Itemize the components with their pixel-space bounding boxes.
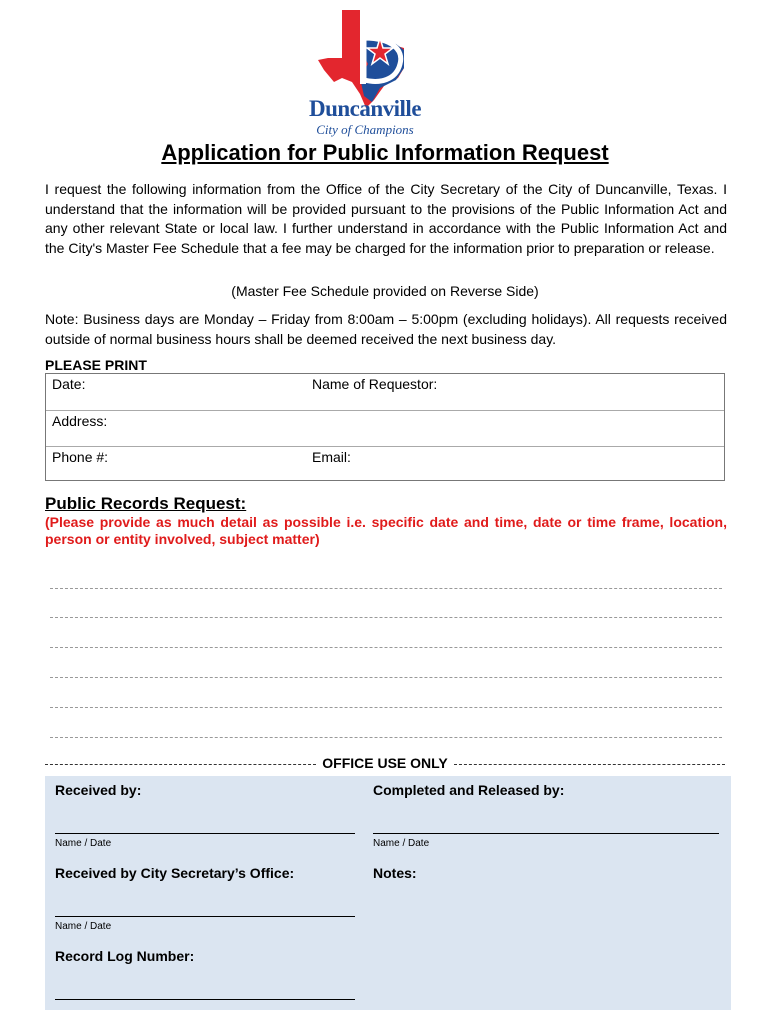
request-detail-line[interactable] [50, 737, 722, 738]
name-date-caption: Name / Date [373, 838, 430, 849]
received-by-signature-line[interactable] [55, 833, 355, 834]
received-city-secretary-label: Received by City Secretary’s Office: [55, 865, 295, 881]
completed-released-label: Completed and Released by: [373, 782, 565, 798]
date-field[interactable]: Date: [52, 376, 86, 392]
office-use-heading: OFFICE USE ONLY [322, 755, 448, 771]
request-detail-line[interactable] [50, 647, 722, 648]
fee-schedule-note: (Master Fee Schedule provided on Reverse Side) [231, 283, 539, 299]
record-log-line[interactable] [55, 999, 355, 1000]
name-date-caption: Name / Date [55, 921, 112, 932]
form-divider [46, 410, 724, 411]
name-date-caption: Name / Date [55, 838, 112, 849]
received-by-label: Received by: [55, 782, 142, 798]
intro-paragraph: I request the following information from the Office of the City Secretary of the City of Duncanville, Texas. I understand that the information will be provided pursuant to the provisions of the Public Information Act and any other relevant State or local law. I further understand in accordance with the Public Information Act and the City's Master Fee Schedule that a fee may be charged for the information prior to preparation or release. [45, 181, 727, 256]
phone-field[interactable]: Phone #: [52, 449, 109, 465]
completed-signature-line[interactable] [373, 833, 719, 834]
city-name: Duncanville [308, 96, 422, 121]
public-records-request-title: Public Records Request: [45, 494, 247, 513]
public-records-instruction: (Please provide as much detail as possible i.e. specific date and time, date or time frame, location, person or entity involved, subject matter) [45, 514, 727, 547]
office-use-divider [45, 755, 725, 771]
please-print-label: PLEASE PRINT [45, 357, 147, 373]
record-log-label: Record Log Number: [55, 948, 195, 964]
request-detail-line[interactable] [50, 707, 722, 708]
notes-label: Notes: [373, 865, 417, 881]
city-tagline: City of Champions [316, 122, 414, 137]
requestor-name-field[interactable]: Name of Requestor: [312, 376, 438, 392]
requestor-info-form [45, 373, 725, 481]
address-field[interactable]: Address: [52, 413, 108, 429]
page-title: Application for Public Information Request [161, 140, 609, 165]
email-field[interactable]: Email: [312, 449, 351, 465]
office-use-panel [45, 776, 731, 1010]
form-divider [46, 446, 724, 447]
business-days-note: Note: Business days are Monday – Friday from 8:00am – 5:00pm (excluding holidays). All requests received outside of normal business hours shall be deemed received the next business day. [45, 311, 727, 347]
request-detail-line[interactable] [50, 588, 722, 589]
request-detail-line[interactable] [50, 677, 722, 678]
city-secretary-signature-line[interactable] [55, 916, 355, 917]
request-detail-line[interactable] [50, 617, 722, 618]
